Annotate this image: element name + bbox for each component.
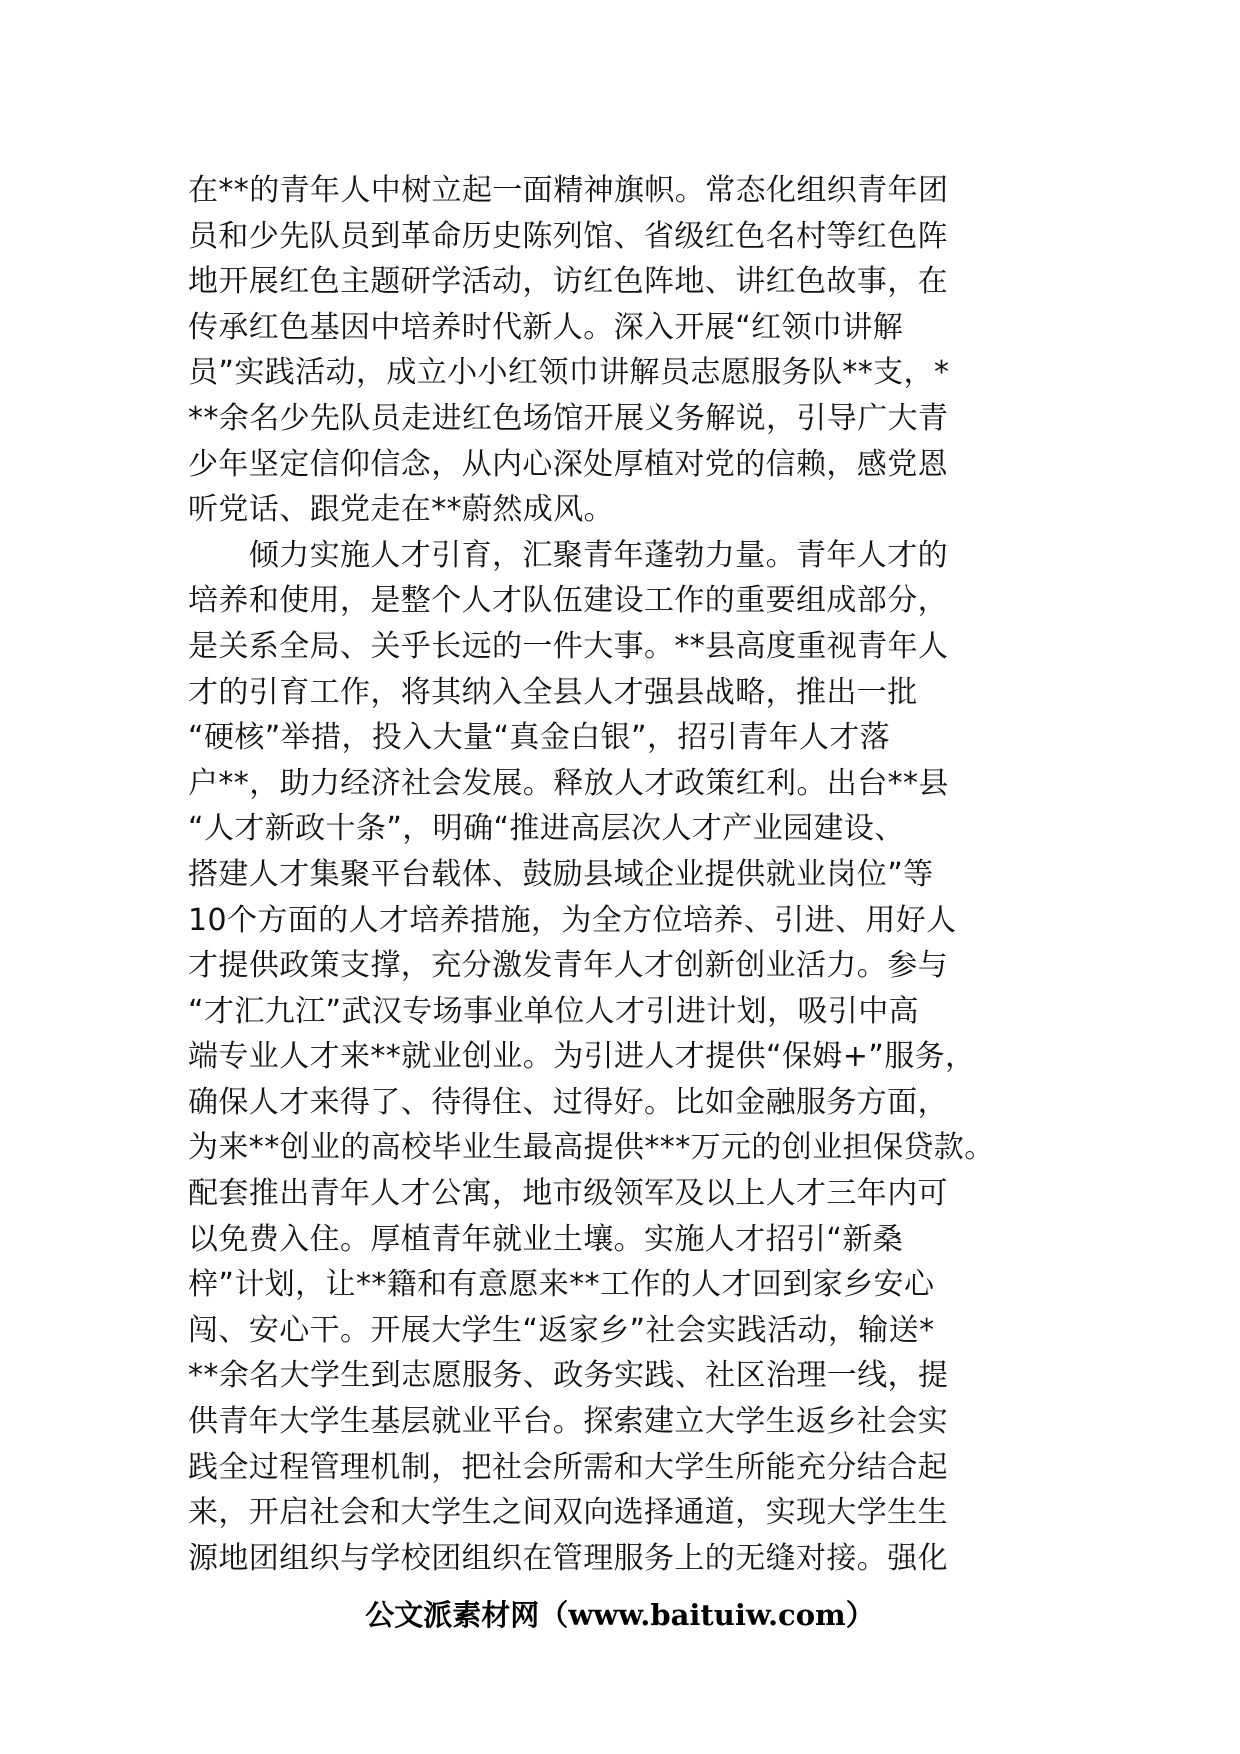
body-text xyxy=(188,168,1060,1581)
text-line: 以免费入住。厚植青年就业土壤。实施人才招引“新桑 xyxy=(188,1221,904,1257)
text-line: “才汇九江”武汉专场事业单位人才引进计划，吸引中高 xyxy=(188,993,920,1029)
text-line: 户**，助力经济社会发展。释放人才政策红利。出台**县 xyxy=(188,765,949,801)
text-line: 员和少先队员到革命历史陈列馆、省级红色名村等红色阵 xyxy=(188,218,948,254)
text-line: 培养和使用，是整个人才队伍建设工作的重要组成部分， xyxy=(188,583,948,619)
text-line: 10个方面的人才培养措施，为全方位培养、引进、用好人 xyxy=(188,902,957,938)
text-line: 践全过程管理机制，把社会所需和大学生所能充分结合起 xyxy=(188,1449,948,1485)
text-line: 是关系全局、关乎长远的一件大事。**县高度重视青年人 xyxy=(188,628,949,664)
text-line: 来，开启社会和大学生之间双向选择通道，实现大学生生 xyxy=(188,1495,948,1531)
text-line: 倾力实施人才引育，汇聚青年蓬勃力量。青年人才的 xyxy=(188,537,948,573)
text-line: “人才新政十条”，明确“推进高层次人才产业园建设、 xyxy=(188,811,905,847)
text-line: 地开展红色主题研学活动，访红色阵地、讲红色故事，在 xyxy=(188,264,948,300)
text-line: 源地团组织与学校团组织在管理服务上的无缝对接。强化 xyxy=(188,1540,948,1576)
text-line: 搭建人才集聚平台载体、鼓励县域企业提供就业岗位”等 xyxy=(188,856,934,892)
text-line: **余名大学生到志愿服务、政务实践、社区治理一线，提 xyxy=(188,1358,949,1394)
text-line: “硬核”举措，投入大量“真金白银”，招引青年人才落 xyxy=(188,720,891,756)
text-line: 少年坚定信仰信念，从内心深处厚植对党的信赖，感党恩 xyxy=(188,446,948,482)
text-line: 听党话、跟党走在**蔚然成风。 xyxy=(188,492,614,528)
text-line: 才提供政策支撑，充分激发青年人才创新创业活力。参与 xyxy=(188,948,948,984)
text-line: 在**的青年人中树立起一面精神旗帜。常态化组织青年团 xyxy=(188,173,949,208)
text-line: 端专业人才来**就业创业。为引进人才提供“保姆+”服务， xyxy=(188,1039,976,1075)
text-line: 为来**创业的高校毕业生最高提供***万元的创业担保贷款。 xyxy=(188,1130,995,1166)
text-line: 供青年大学生基层就业平台。探索建立大学生返乡社会实 xyxy=(188,1404,948,1440)
text-line: 才的引育工作，将其纳入全县人才强县战略，推出一批 xyxy=(188,674,918,710)
text-line: 员”实践活动，成立小小红领巾讲解员志愿服务队**支，* xyxy=(188,355,950,391)
footer-watermark: 公文派素材网（www.baituiw.com） xyxy=(365,1598,875,1632)
text-line: 闯、安心干。开展大学生“返家乡”社会实践活动，输送* xyxy=(188,1312,935,1348)
text-line: 配套推出青年人才公寓，地市级领军及以上人才三年内可 xyxy=(188,1176,948,1212)
text-line: **余名少先队员走进红色场馆开展义务解说，引导广大青 xyxy=(188,400,949,436)
text-line: 确保人才来得了、待得住、过得好。比如金融服务方面， xyxy=(188,1084,948,1120)
text-line: 梓”计划，让**籍和有意愿来**工作的人才回到家乡安心 xyxy=(188,1267,935,1303)
text-line: 传承红色基因中培养时代新人。深入开展“红领巾讲解 xyxy=(188,309,904,345)
